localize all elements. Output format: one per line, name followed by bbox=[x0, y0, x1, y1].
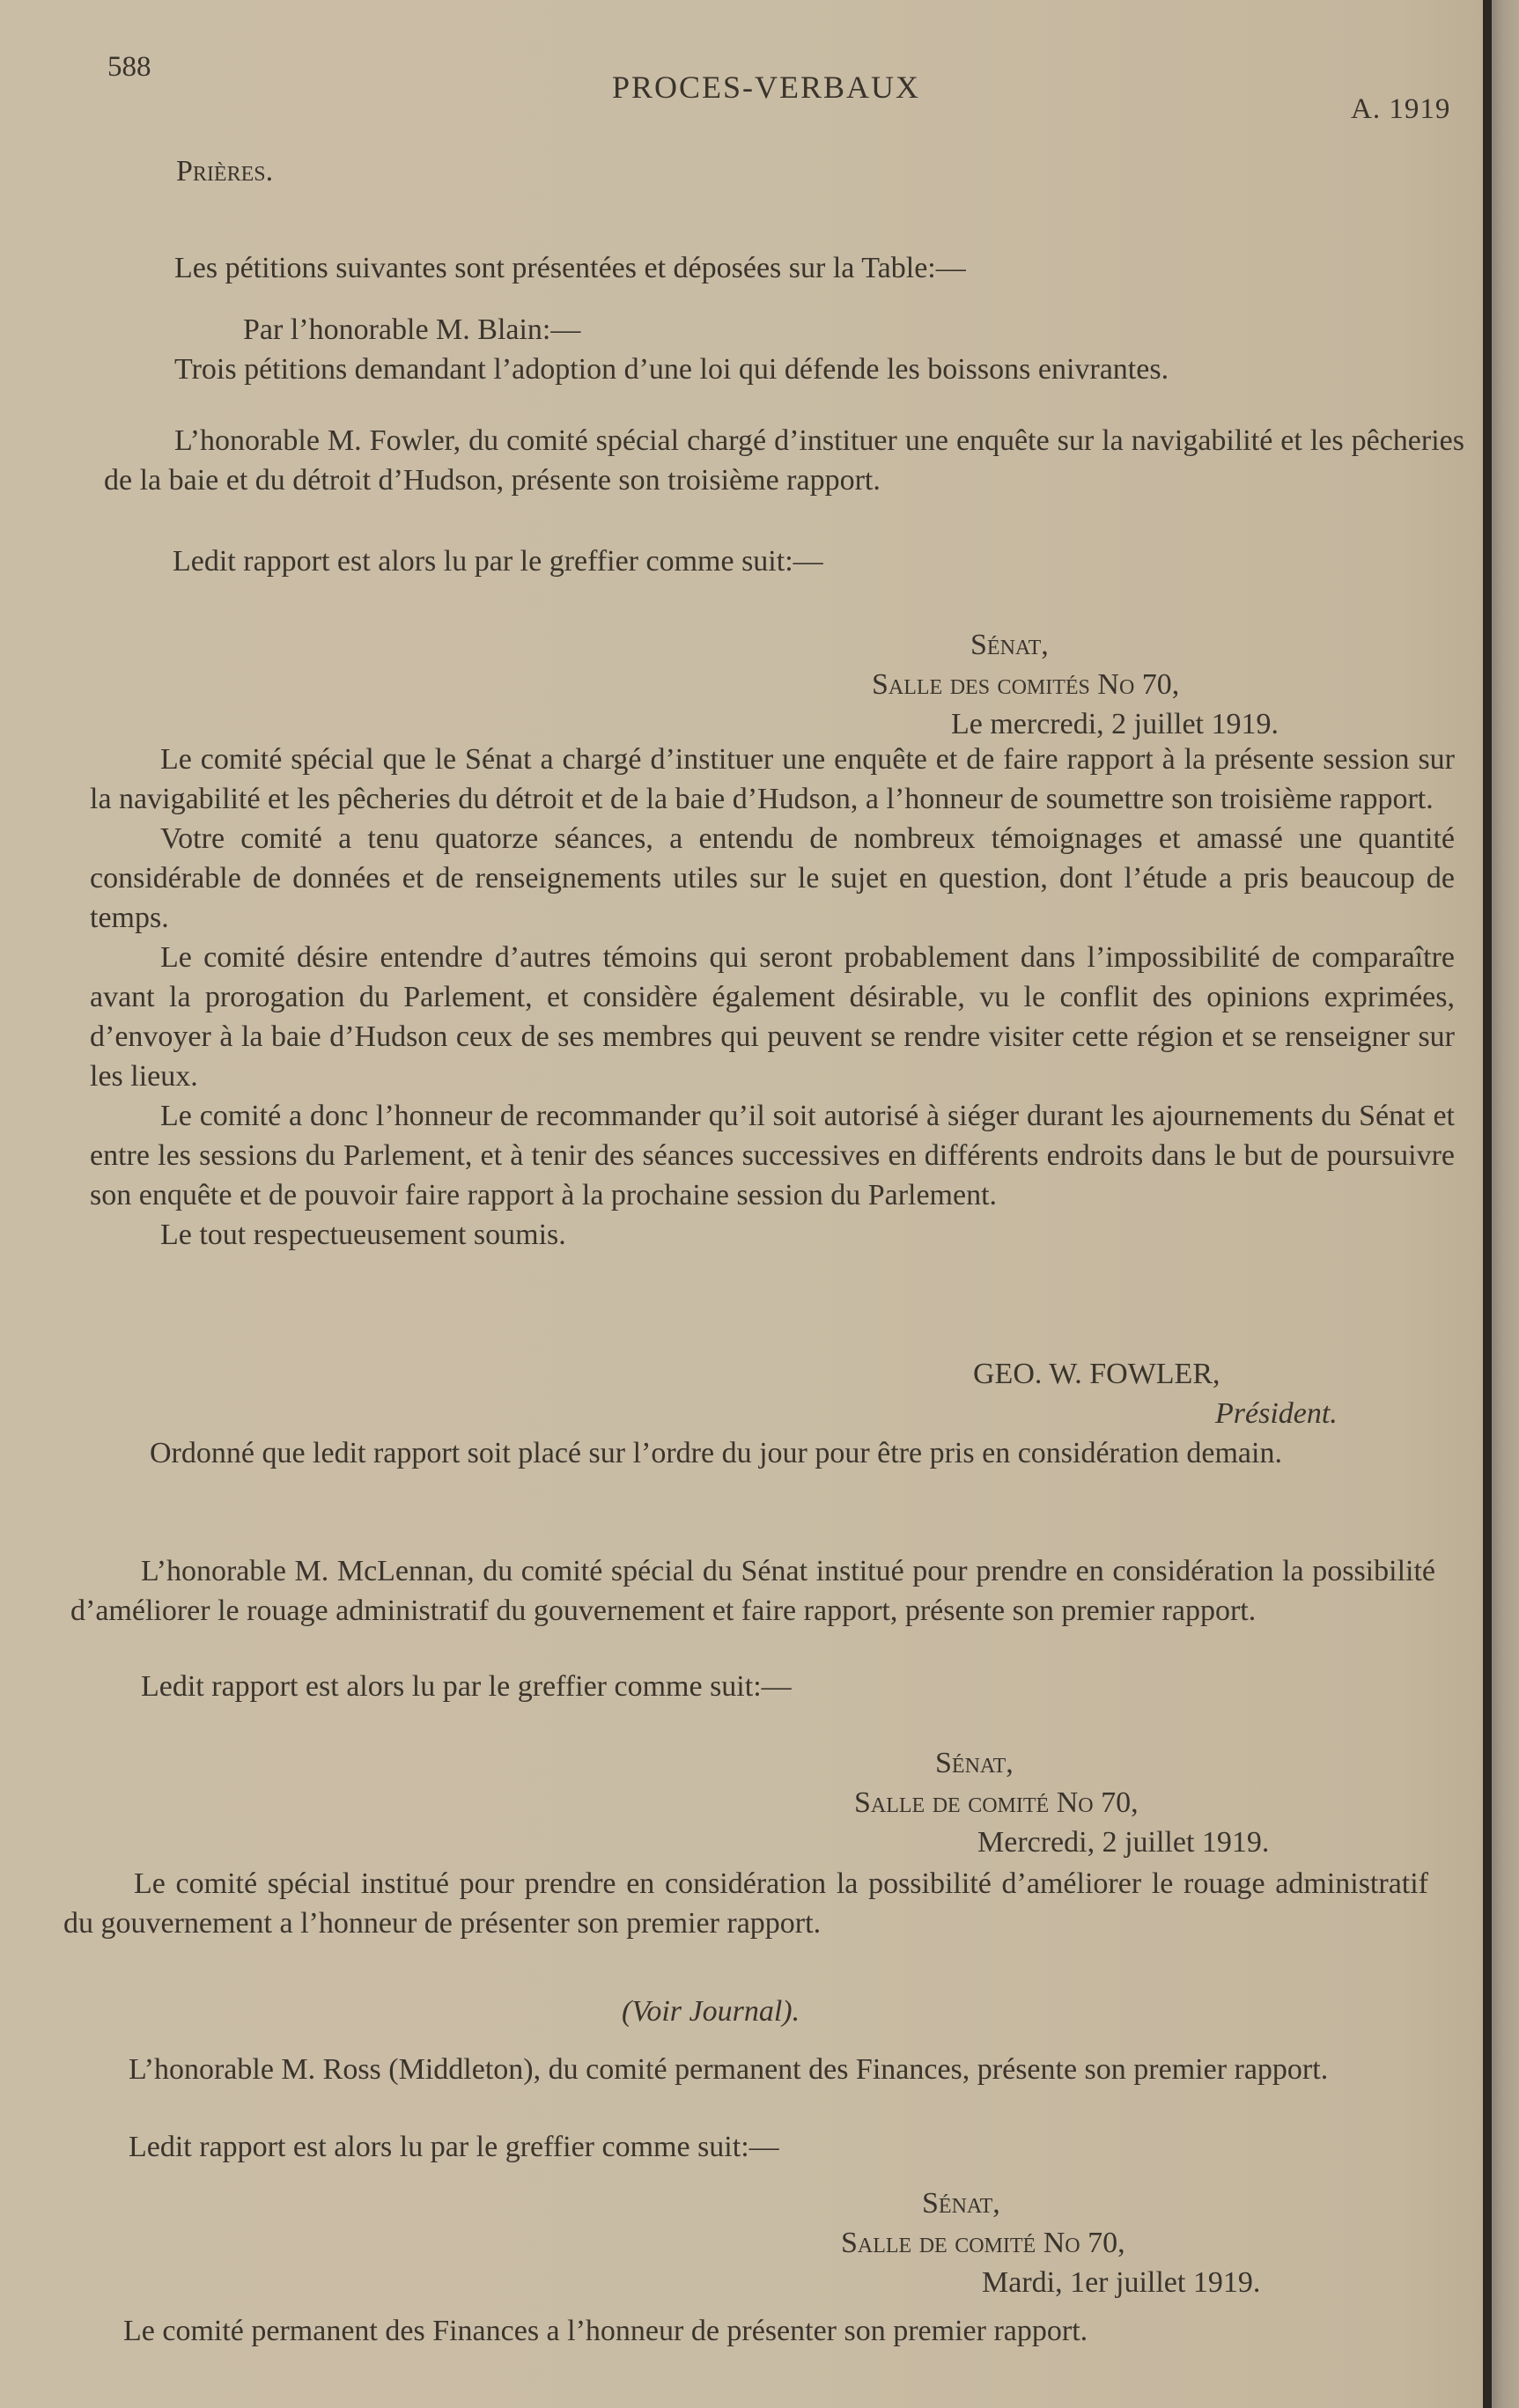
report-1-body bbox=[90, 740, 1455, 1255]
petitions-intro: Les pétitions suivantes sont présentées et déposées sur la Table:— bbox=[174, 252, 966, 284]
signature-role: Président. bbox=[1215, 1397, 1338, 1430]
signature-name: GEO. W. FOWLER, bbox=[973, 1358, 1220, 1390]
ledit-line-3: Ledit rapport est alors lu par le greffier comme suit:— bbox=[129, 2131, 779, 2163]
salle-label: Salle des comités No 70, bbox=[872, 668, 1180, 701]
report-2-body: Le comité spécial institué pour prendre en considération la possibilité d’améliorer le rouage administratif du gouvernement a l’honneur de présenter son premier rapport. bbox=[63, 1867, 1428, 1940]
binding-gutter bbox=[1483, 0, 1492, 2408]
page-header-title: PROCES-VERBAUX bbox=[612, 70, 921, 105]
report-1-paragraph: Le comité spécial que le Sénat a chargé d’instituer une enquête et de faire rapport à la présente session sur la navigabilité et les pêcheries du détroit et de la baie d’Hudson, a l’honneur de soumettre son troisième rapport. bbox=[90, 743, 1455, 815]
blain-line: Par l’honorable M. Blain:— bbox=[243, 313, 581, 346]
senat-header-1 bbox=[872, 625, 1418, 744]
report-1-paragraph: Le comité désire entendre d’autres témoins qui seront probablement dans l’impossibilité de comparaître avant la prorogation du Parlement, et considère également désirable, vu le conflit des opinions exprimées, d’envoyer à la baie d’Hudson ceux de ses membres qui peuvent se rendre visiter cette région et se renseigner sur les lieux. bbox=[90, 941, 1455, 1093]
report-1-paragraph: Le tout respectueusement soumis. bbox=[160, 1219, 566, 1251]
report-date: Mardi, 1er juillet 1919. bbox=[982, 2266, 1261, 2299]
ross-intro: L’honorable M. Ross (Middleton), du comité permanent des Finances, présente son premier rapport. bbox=[129, 2053, 1329, 2086]
blain-petitions bbox=[174, 310, 1469, 389]
page-number: 588 bbox=[107, 51, 151, 83]
report-date: Le mercredi, 2 juillet 1919. bbox=[951, 708, 1279, 740]
ledit-line-2: Ledit rapport est alors lu par le greffier comme suit:— bbox=[141, 1670, 792, 1703]
report-1-paragraph: Le comité a donc l’honneur de recommander qu’il soit autorisé à siéger durant les ajournements du Sénat et entre les sessions du Parlement, et à tenir des séances successives en différents endroits dans le but de poursuivre son enquête et de pouvoir faire rapport à la prochaine session du Parlement. bbox=[90, 1100, 1455, 1211]
salle-label: Salle de comité No 70, bbox=[854, 1786, 1139, 1819]
senat-label: Sénat, bbox=[922, 2187, 1000, 2220]
senat-label: Sénat, bbox=[935, 1747, 1014, 1779]
fowler-intro: L’honorable M. Fowler, du comité spécial chargé d’instituer une enquête sur la navigabilité et les pêcheries de la baie et du détroit d’Hudson, présente son troisième rapport. bbox=[104, 424, 1464, 497]
prieres-heading: Prières. bbox=[176, 155, 274, 188]
senat-label: Sénat, bbox=[970, 629, 1049, 661]
senat-header-3 bbox=[841, 2183, 1387, 2302]
voir-journal: (Voir Journal). bbox=[622, 1995, 800, 2028]
senat-header-2 bbox=[854, 1743, 1400, 1862]
ledit-line-1: Ledit rapport est alors lu par le greffier comme suit:— bbox=[173, 545, 823, 578]
ordonne-paragraph: Ordonné que ledit rapport soit placé sur l’ordre du jour pour être pris en considération demain. bbox=[150, 1437, 1282, 1469]
mclennan-intro: L’honorable M. McLennan, du comité spécial du Sénat institué pour prendre en considération la possibilité d’améliorer le rouage administratif du gouvernement et faire rapport, présente son premier rapport. bbox=[70, 1555, 1435, 1627]
blain-petition-text: Trois pétitions demandant l’adoption d’une loi qui défende les boissons enivrantes. bbox=[174, 353, 1169, 386]
report-3-body: Le comité permanent des Finances a l’honneur de présenter son premier rapport. bbox=[123, 2315, 1088, 2347]
signature-1 bbox=[973, 1354, 1378, 1433]
report-date: Mercredi, 2 juillet 1919. bbox=[977, 1826, 1270, 1859]
next-page-edge bbox=[1492, 0, 1519, 2408]
page-header-year: A. 1919 bbox=[1351, 93, 1451, 125]
report-1-paragraph: Votre comité a tenu quatorze séances, a entendu de nombreux témoignages et amassé une quantité considérable de données et de renseignements utiles sur le sujet en question, dont l’étude a pris beaucoup de temps. bbox=[90, 822, 1455, 934]
salle-label: Salle de comité No 70, bbox=[841, 2227, 1125, 2259]
